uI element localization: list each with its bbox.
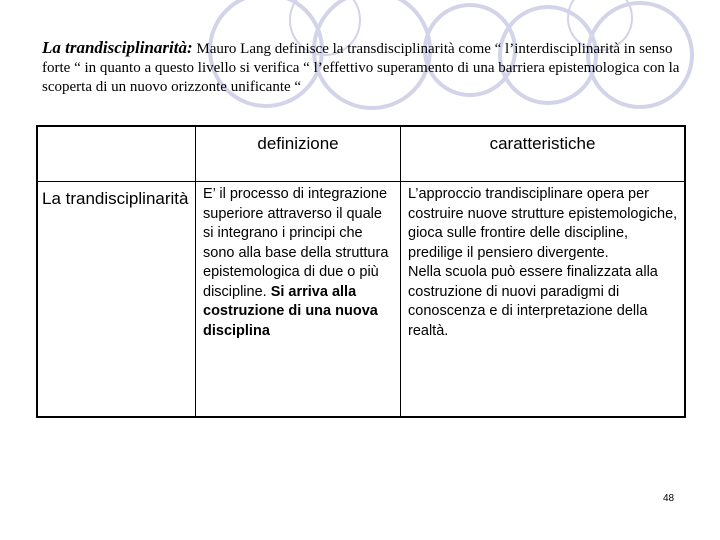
definition-table (36, 125, 686, 418)
definizione-cell (196, 182, 401, 418)
caratteristiche-p2: Nella scuola può essere finalizzata alla costruzione di nuovi paradigmi di conoscenza e di interpretazione della realtà. (408, 264, 658, 339)
intro-text: Mauro Lang definisce la transdisciplinarità come “ l’interdisciplinarità in senso forte “ in quanto a questo livello si verifica “ l’effettivo superamento di una barriera epistemologica con la scoperta di un nuovo orizzonte unificante “ (42, 41, 680, 95)
header-definizione: definizione (196, 126, 401, 182)
intro-paragraph (42, 38, 692, 97)
definizione-bold: Si arriva alla costruzione di una nuova disciplina (203, 283, 378, 339)
definizione-text: E’ il processo di integrazione superiore attraverso il quale si integrano i principi che sono alla base della struttura epistemologica di due o più discipline. (203, 186, 389, 300)
caratteristiche-p1: L’approccio trandisciplinare opera per costruire nuove strutture epistemologiche, gioca sulle frontire delle discipline, predilige il pensiero divergente. (408, 186, 678, 261)
table-header-row (37, 126, 685, 182)
page-number: 48 (663, 493, 675, 504)
header-caratteristiche: caratteristiche (401, 126, 686, 182)
caratteristiche-cell (401, 182, 686, 418)
row-label: La trandisciplinarità (37, 182, 196, 418)
header-empty-cell (37, 126, 196, 182)
table-row (37, 182, 685, 418)
intro-lead: La trandisciplinarità: (42, 38, 193, 57)
